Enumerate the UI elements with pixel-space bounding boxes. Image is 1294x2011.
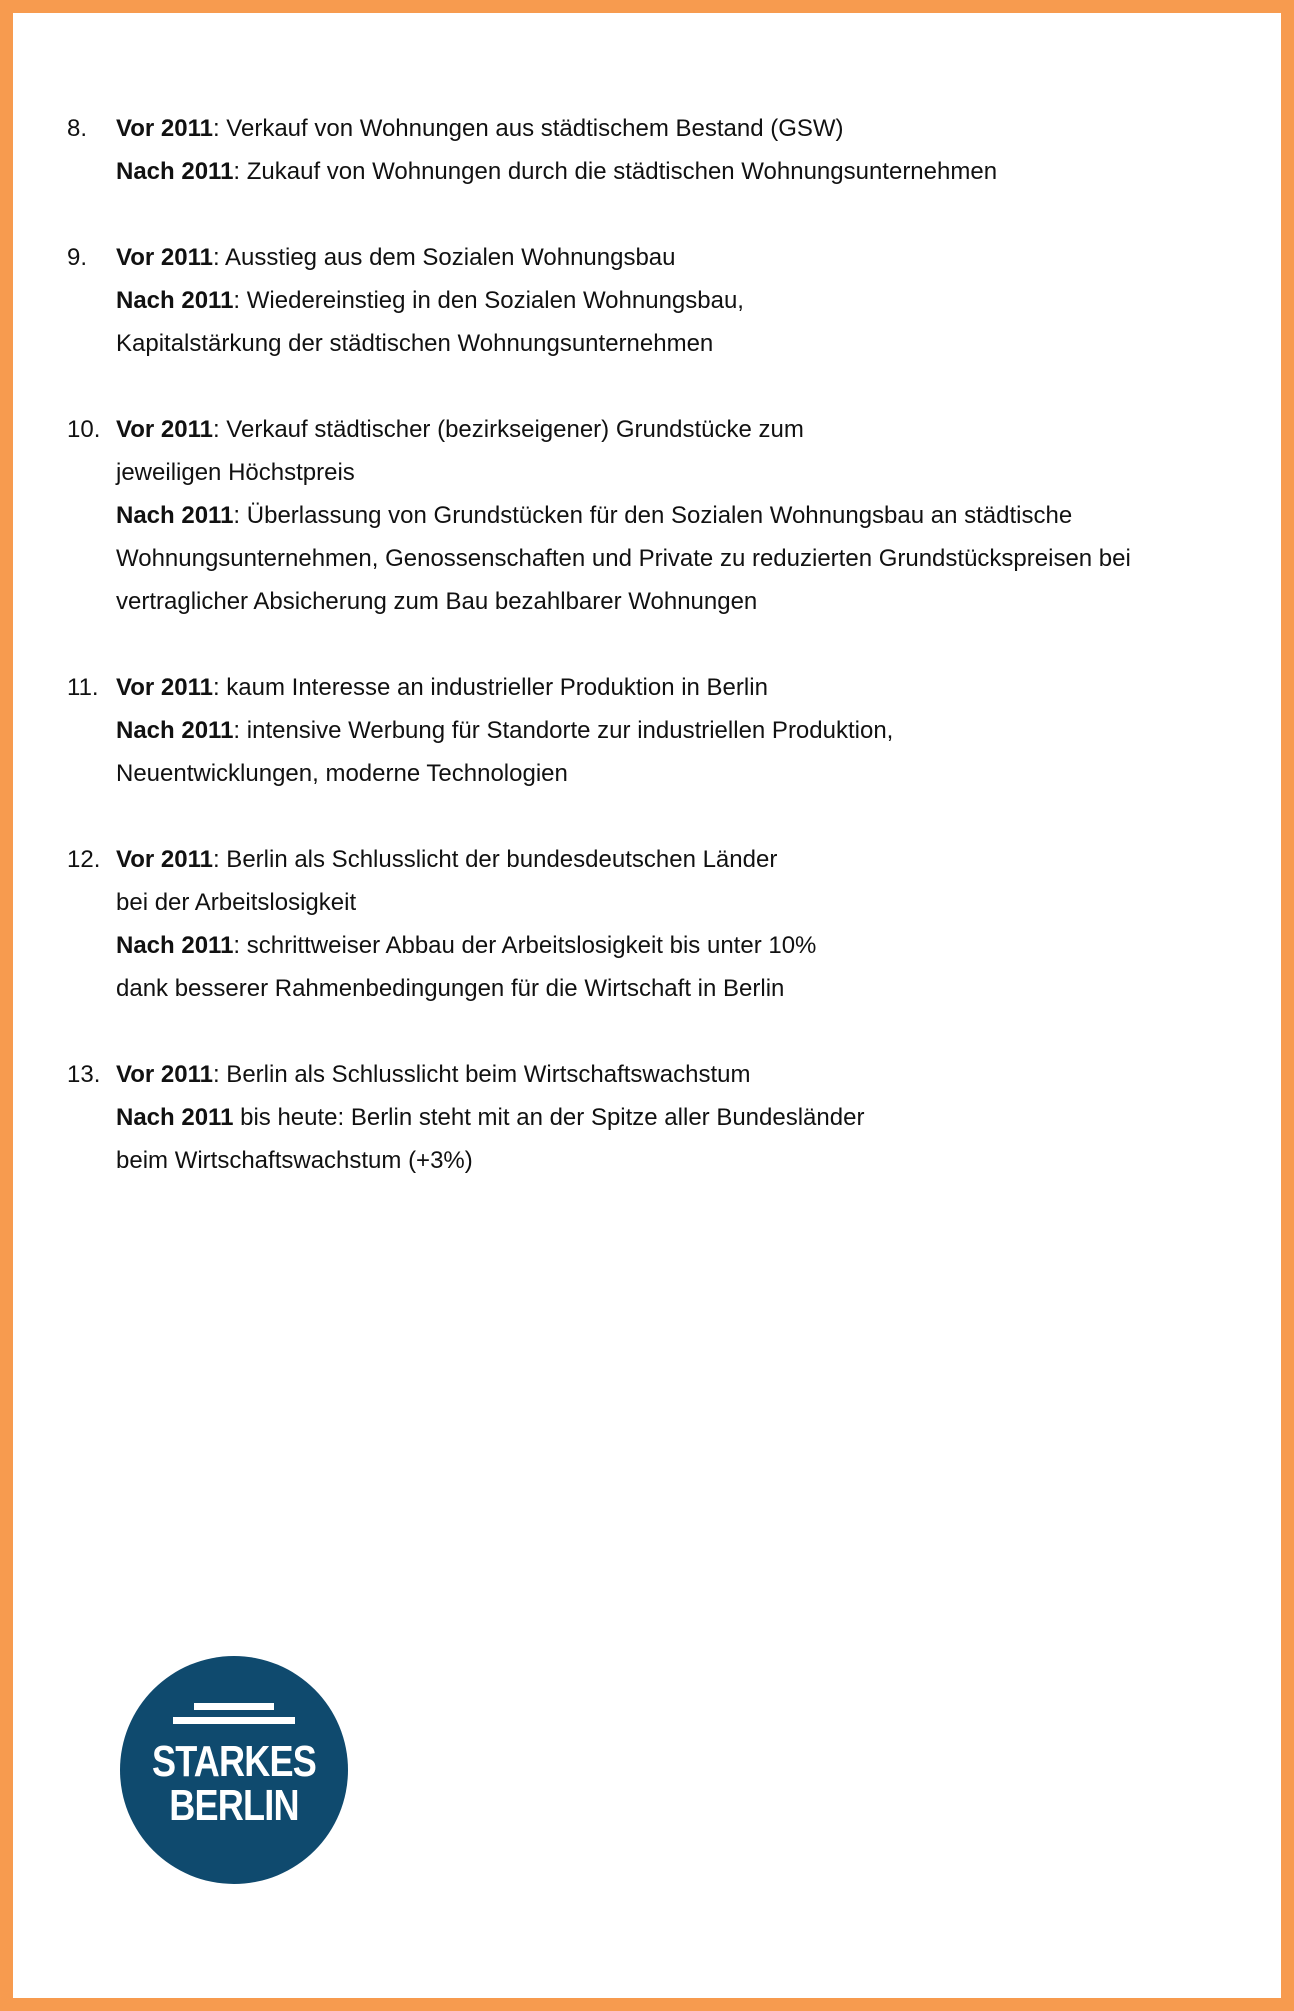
line-text: beim Wirtschaftswachstum (+3%) — [116, 1147, 473, 1174]
item-line — [116, 494, 1217, 537]
item-line — [116, 451, 1217, 494]
period-label: Vor 2011 — [116, 674, 213, 701]
period-label: Nach 2011 — [116, 502, 234, 529]
list-item — [67, 1053, 1217, 1182]
list-item — [67, 236, 1217, 365]
line-text: : schrittweiser Abbau der Arbeitslosigkeit bis unter 10% — [233, 932, 817, 959]
item-line — [116, 881, 1217, 924]
list-item — [67, 838, 1217, 1010]
item-line — [116, 1096, 1217, 1139]
period-label: Nach 2011 — [116, 287, 234, 314]
period-label: Nach 2011 — [116, 717, 234, 744]
item-line — [116, 752, 1217, 795]
line-text: : Ausstieg aus dem Sozialen Wohnungsbau — [212, 244, 676, 271]
item-line — [116, 1139, 1217, 1182]
item-line — [116, 580, 1217, 623]
line-text: dank besserer Rahmenbedingungen für die Wirtschaft in Berlin — [116, 975, 785, 1002]
list-item — [67, 408, 1217, 623]
logo-word-berlin: BERLIN — [169, 1781, 299, 1830]
item-line — [116, 924, 1217, 967]
line-text: : Berlin als Schlusslicht der bundesdeutschen Länder — [212, 846, 778, 873]
logo-word-starkes: STARKES — [152, 1737, 316, 1786]
line-text: bei der Arbeitslosigkeit — [116, 889, 357, 916]
line-text: Kapitalstärkung der städtischen Wohnungsunternehmen — [116, 330, 714, 357]
item-line — [116, 838, 1217, 881]
item-number: 11. — [67, 674, 99, 701]
item-line — [116, 408, 1217, 451]
numbered-list — [67, 107, 1217, 1225]
item-line — [116, 322, 1217, 365]
list-item — [67, 666, 1217, 795]
logo-bar-top — [194, 1703, 274, 1710]
period-label: Vor 2011 — [116, 115, 213, 142]
line-text: Wohnungsunternehmen, Genossenschaften und Private zu reduzierten Grundstückspreisen bei — [116, 545, 1131, 572]
item-number: 12. — [67, 846, 101, 873]
line-text: vertraglicher Absicherung zum Bau bezahlbarer Wohnungen — [116, 588, 758, 615]
line-text: bis heute: Berlin steht mit an der Spitze aller Bundesländer — [233, 1104, 865, 1131]
item-line — [116, 967, 1217, 1010]
line-text: : Überlassung von Grundstücken für den Sozialen Wohnungsbau an städtische — [233, 502, 1073, 529]
item-line — [116, 537, 1217, 580]
item-number: 8. — [67, 115, 88, 142]
period-label: Nach 2011 — [116, 158, 234, 185]
period-label: Vor 2011 — [116, 846, 213, 873]
line-text: : Berlin als Schlusslicht beim Wirtschaftswachstum — [212, 1061, 751, 1088]
document-page — [13, 13, 1281, 1998]
item-line — [116, 666, 1217, 709]
line-text: Neuentwicklungen, moderne Technologien — [116, 760, 568, 787]
period-label: Nach 2011 — [116, 1104, 234, 1131]
period-label: Vor 2011 — [116, 416, 213, 443]
line-text: jeweiligen Höchstpreis — [116, 459, 355, 486]
item-number: 9. — [67, 244, 88, 271]
line-text: : Zukauf von Wohnungen durch die städtischen Wohnungsunternehmen — [233, 158, 998, 185]
line-text: : kaum Interesse an industrieller Produktion in Berlin — [212, 674, 768, 701]
item-line — [116, 150, 1217, 193]
item-line — [116, 279, 1217, 322]
line-text: : Verkauf städtischer (bezirkseigener) Grundstücke zum — [212, 416, 804, 443]
item-line — [116, 1053, 1217, 1096]
line-text: : Verkauf von Wohnungen aus städtischem Bestand (GSW) — [212, 115, 844, 142]
period-label: Nach 2011 — [116, 932, 234, 959]
starkes-berlin-logo — [120, 1656, 348, 1884]
item-line — [116, 107, 1217, 150]
list-item — [67, 107, 1217, 193]
item-number: 10. — [67, 416, 101, 443]
item-number: 13. — [67, 1061, 101, 1088]
logo-bar-bottom — [173, 1717, 295, 1724]
item-line — [116, 236, 1217, 279]
line-text: : Wiedereinstieg in den Sozialen Wohnungsbau, — [233, 287, 744, 314]
period-label: Vor 2011 — [116, 1061, 213, 1088]
line-text: : intensive Werbung für Standorte zur industriellen Produktion, — [233, 717, 894, 744]
item-line — [116, 709, 1217, 752]
period-label: Vor 2011 — [116, 244, 213, 271]
